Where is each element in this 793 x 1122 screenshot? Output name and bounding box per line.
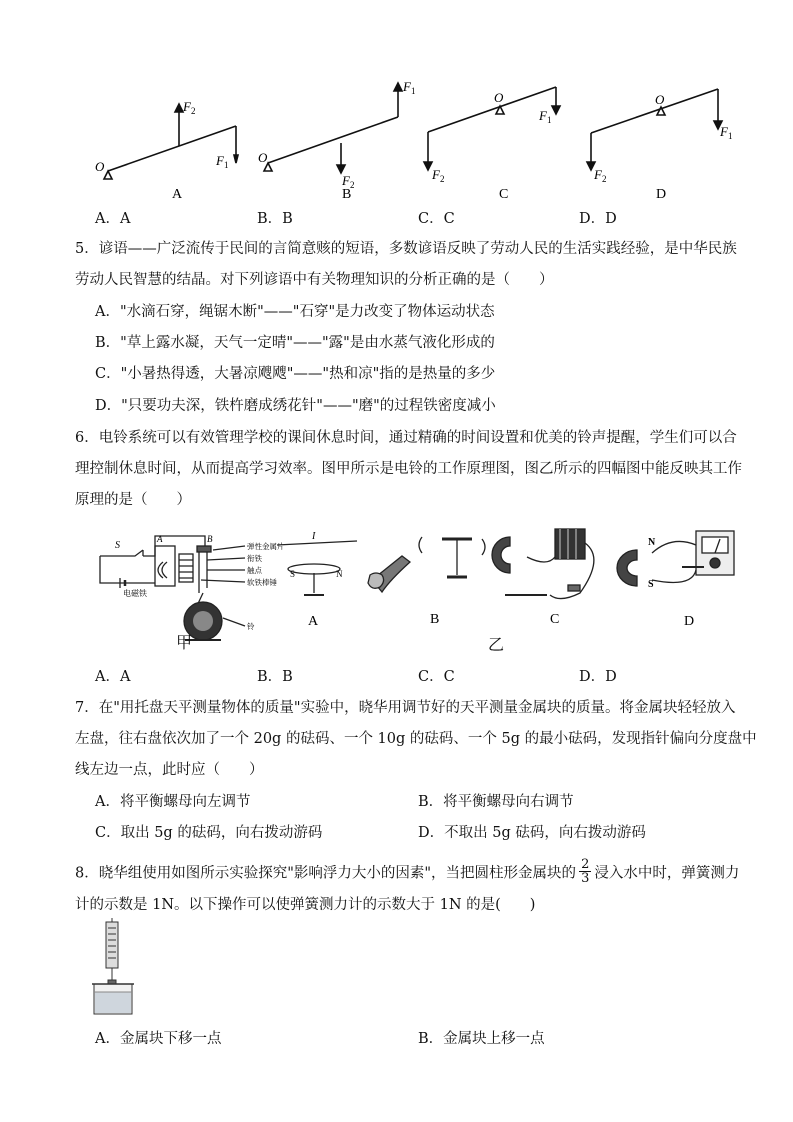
q8-stem-post: 浸入水中时，弹簧测力 [594, 865, 740, 882]
spring-scale-beaker-figure [88, 918, 138, 1018]
bell-label-b: B [207, 534, 213, 544]
q8-fraction [579, 858, 591, 885]
q7-option-c[interactable]: C．取出 5g 的砝码，向右拨动游码 [95, 825, 323, 841]
bell-label-electromagnet: 电磁铁 [123, 589, 147, 598]
q4-option-b[interactable]: B．B [257, 211, 293, 227]
experiment-d-n-label: N [648, 537, 656, 548]
experiment-a-caption: A [308, 614, 319, 629]
lever-c-caption: C [499, 187, 509, 202]
lever-diagram-b [264, 83, 402, 173]
figure-jia-caption: 甲 [176, 635, 193, 652]
experiment-d [617, 531, 734, 586]
q7-option-a[interactable]: A．将平衡螺母向左调节 [95, 794, 251, 810]
q7-stem-line2: 左盘，往右盘依次加了一个 20g 的砝码、一个 10g 的砝码、一个 5g 的最小砝码，发现指针偏向分度盘中 [75, 731, 757, 747]
q4-option-d[interactable]: D．D [579, 211, 617, 227]
q6-stem-line3: 原理的是（ ） [75, 492, 191, 508]
lever-b-caption: B [342, 187, 352, 202]
electric-bell-diagram [95, 518, 285, 648]
experiment-diagrams [272, 525, 742, 650]
q7-option-d[interactable]: D．不取出 5g 砝码，向右拨动游码 [418, 825, 646, 841]
lever-c-label-o: O [494, 90, 504, 105]
q8-fraction-denominator: 3 [581, 871, 590, 886]
experiment-d-caption: D [684, 614, 695, 629]
experiment-a-n-label: N [336, 569, 343, 579]
q6-option-b[interactable]: B．B [257, 669, 293, 685]
lever-c-label-f2: $F_2$ [432, 167, 445, 184]
q5-option-b[interactable]: B．"草上露水凝，天气一定晴"——"露"是由水蒸气液化形成的 [95, 335, 495, 351]
q7-option-b[interactable]: B．将平衡螺母向右调节 [418, 794, 574, 810]
lever-d-caption: D [656, 187, 667, 202]
lever-b-label-f1: $F_1$ [403, 79, 416, 96]
bell-label-contact: 触点 [247, 566, 262, 575]
lever-a-label-o: O [95, 159, 105, 174]
lever-diagrams [88, 75, 738, 205]
q5-stem-line2: 劳动人民智慧的结晶。对下列谚语中有关物理知识的分析正确的是（ ） [75, 272, 554, 288]
bell-label-s: S [115, 540, 120, 551]
lever-b-label-o: O [258, 150, 268, 165]
experiment-b [368, 537, 485, 592]
experiment-c [492, 529, 594, 599]
q7-stem-line3: 线左边一点，此时应（ ） [75, 762, 264, 778]
lever-d-label-o: O [655, 92, 665, 107]
q6-option-c[interactable]: C．C [418, 669, 455, 685]
experiment-a [277, 541, 357, 595]
lever-a-caption: A [172, 187, 183, 202]
lever-diagram-c [424, 87, 560, 170]
q6-option-d[interactable]: D．D [579, 669, 617, 685]
experiment-a-current-label: I [312, 531, 316, 542]
experiment-a-s-label: S [290, 569, 296, 579]
q5-option-c[interactable]: C．"小暑热得透，大暑凉飕飕"——"热和凉"指的是热量的多少 [95, 366, 496, 382]
figure-yi-caption: 乙 [488, 637, 505, 654]
q8-stem-line2: 计的示数是 1N。以下操作可以使弹簧测力计的示数大于 1N 的是( ) [75, 897, 536, 913]
q4-option-c[interactable]: C．C [418, 211, 455, 227]
lever-d-label-f1: $F_1$ [720, 124, 733, 141]
q8-option-a[interactable]: A．金属块下移一点 [95, 1031, 222, 1047]
q6-option-a[interactable]: A．A [95, 669, 131, 685]
q8-stem-line1 [75, 857, 740, 887]
experiment-c-caption: C [550, 612, 560, 627]
q7-stem-line1: 7．在"用托盘天平测量物体的质量"实验中，晓华用调节好的天平测量金属块的质量。将金属块轻轻放入 [75, 700, 736, 716]
bell-label-bell: 铃 [247, 622, 255, 631]
q6-stem-line1: 6．电铃系统可以有效管理学校的课间休息时间，通过精确的时间设置和优美的铃声提醒，学生们可以合 [75, 430, 737, 446]
lever-b-label-f2: $F_2$ [342, 173, 355, 190]
q5-option-d[interactable]: D．"只要功夫深，铁杵磨成绣花针"——"磨"的过程铁密度减小 [95, 398, 496, 414]
experiment-d-s-label: S [648, 579, 654, 590]
experiment-b-caption: B [430, 612, 440, 627]
q6-stem-line2: 理控制休息时间，从而提高学习效率。图甲所示是电铃的工作原理图，图乙所示的四幅图中能反映其工作 [75, 461, 742, 477]
q4-option-a[interactable]: A．A [95, 211, 131, 227]
q8-option-b[interactable]: B．金属块上移一点 [418, 1031, 545, 1047]
lever-a-label-f2: $F_2$ [183, 99, 196, 116]
bell-label-armature: 衔铁 [247, 554, 262, 563]
lever-a-label-f1: $F_1$ [216, 153, 229, 170]
q5-option-a[interactable]: A．"水滴石穿，绳锯木断"——"石穿"是力改变了物体运动状态 [95, 304, 495, 320]
lever-d-label-f2: $F_2$ [594, 167, 607, 184]
q5-stem-line1: 5．谚语——广泛流传于民间的言简意赅的短语，多数谚语反映了劳动人民的生活实践经验，是中华民族 [75, 241, 737, 257]
lever-c-label-f1: $F_1$ [539, 108, 552, 125]
bell-label-a: A [157, 534, 163, 544]
bell-label-spring: 弹性金属片 [247, 542, 285, 551]
q8-stem-pre: 8．晓华组使用如图所示实验探究"影响浮力大小的因素"，当把圆柱形金属块的 [75, 865, 577, 882]
q8-fraction-numerator: 2 [581, 857, 590, 872]
bell-label-hammer: 软铁棒锤 [247, 578, 277, 587]
